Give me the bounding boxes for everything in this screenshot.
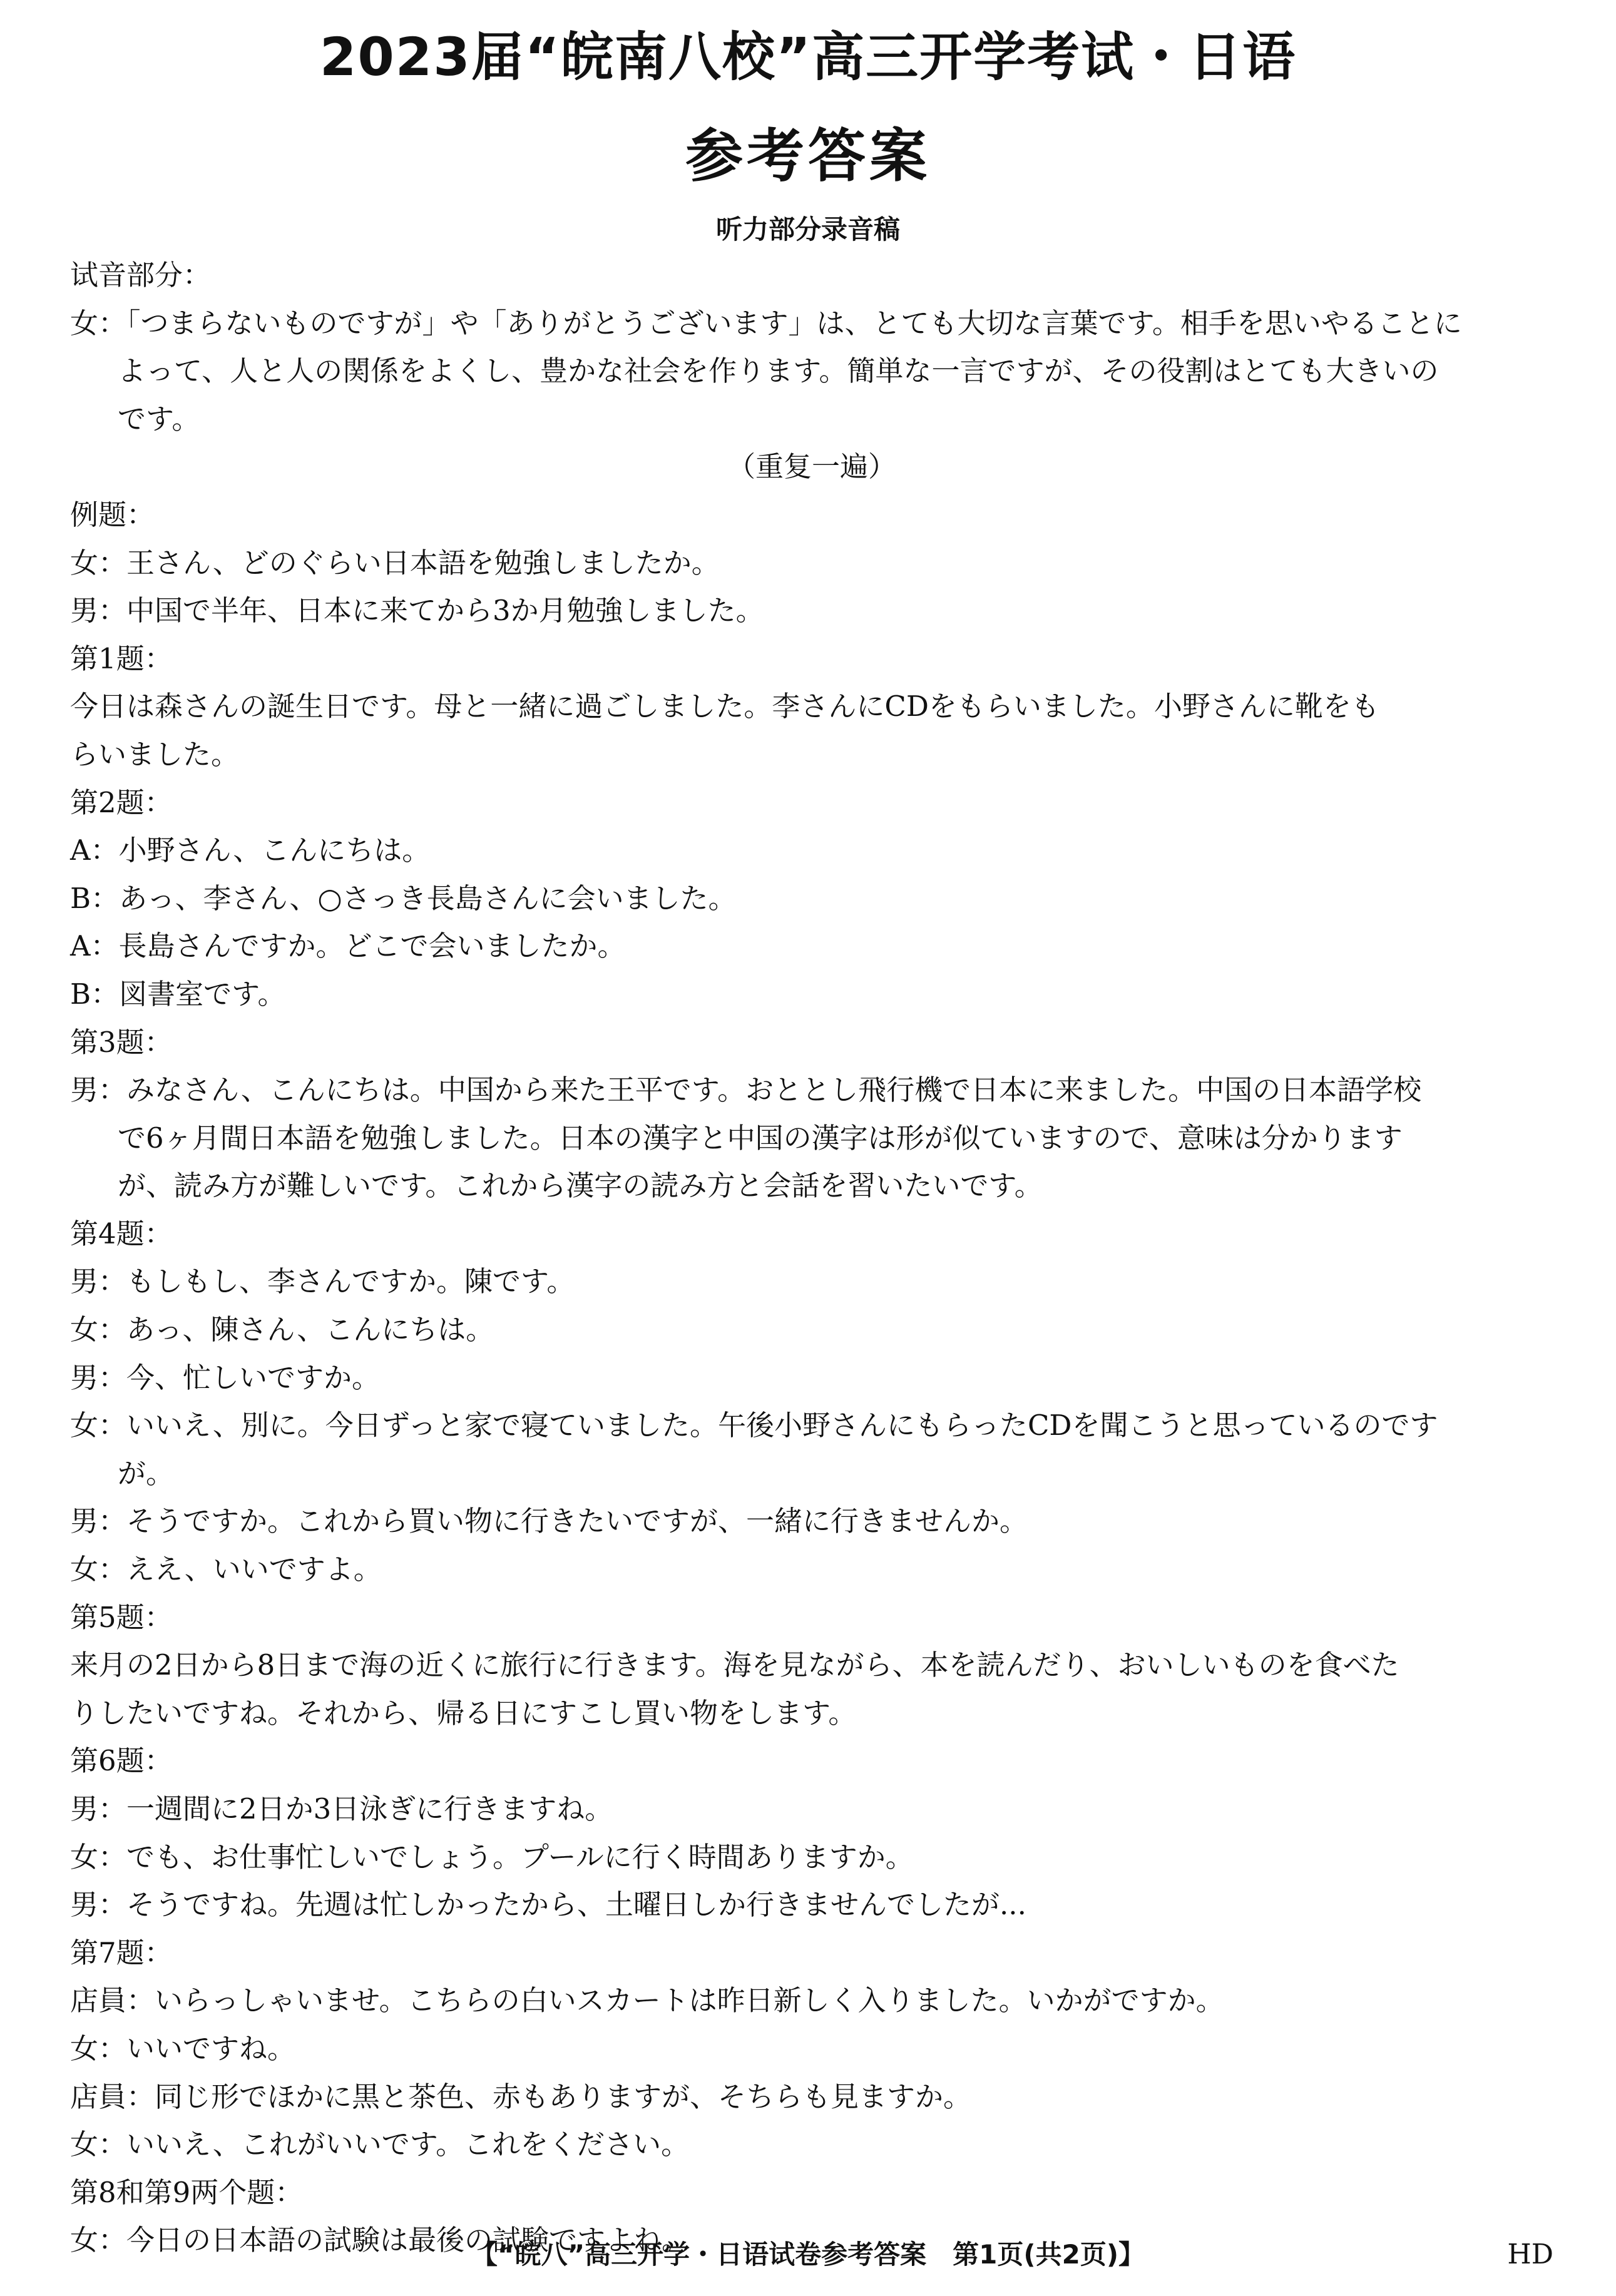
transcript-line: が。: [118, 1456, 175, 1490]
transcript-line: 女：王さん、どのぐらい日本語を勉強しましたか。: [70, 546, 720, 579]
document-code: HD: [1507, 2238, 1553, 2270]
transcript-line: 店員：同じ形でほかに黒と茶色、赤もありますが、そちらも見ますか。: [70, 2079, 972, 2113]
transcript-line: 第7题：: [70, 1936, 173, 1969]
transcript-line: です。: [118, 402, 200, 436]
page-subtitle: 参考答案: [685, 123, 931, 190]
transcript-line: A：小野さん、こんにちは。: [70, 834, 431, 867]
transcript-line: 第1题：: [70, 641, 173, 675]
transcript-line: B：あっ、李さん、○さっき長島さんに会いました。: [70, 881, 737, 915]
transcript-line: 来月の2日から8日まで海の近くに旅行に行きます。海を見ながら、本を読んだり、おいしいものを食べた: [70, 1648, 1399, 1682]
transcript-line: 女：ええ、いいですよ。: [70, 1553, 382, 1586]
transcript-line: 女：いいえ、これがいいです。これをください。: [70, 2128, 690, 2161]
transcript-line: 第4题：: [70, 1217, 173, 1250]
transcript-line: 男：今、忙しいですか。: [70, 1360, 381, 1394]
transcript-line: 女：いいえ、別に。今日ずっと家で寝ていました。午後小野さんにもらったCDを聞こうと思っているのです: [70, 1409, 1438, 1442]
transcript-line: 今日は森さんの誕生日です。母と一緒に過ごしました。李さんにCDをもらいました。小野さんに靴をも: [70, 690, 1379, 723]
transcript-line: 女：「つまらないものですが」や「ありがとうございます」は、とても大切な言葉です。相手を思いやることに: [70, 306, 1462, 340]
transcript-line: 第3题：: [70, 1025, 173, 1059]
transcript-line: 第8和第9两个题：: [70, 2175, 304, 2209]
transcript-line: 男：一週間に2日か3日泳ぎに行きますね。: [70, 1792, 613, 1825]
transcript-line: 男：そうですか。これから買い物に行きたいですが、一緒に行きませんか。: [70, 1504, 1028, 1538]
transcript-line: A：長島さんですか。どこで会いましたか。: [70, 929, 626, 963]
transcript-line: 男：もしもし、李さんですか。陳です。: [70, 1265, 575, 1299]
transcript-line: 例题：: [70, 497, 155, 531]
transcript-line: 女：いいですね。: [70, 2031, 296, 2065]
transcript-line: B：図書室です。: [70, 977, 286, 1011]
transcript-line: で6ヶ月間日本語を勉強しました。日本の漢字と中国の漢字は形が似ていますので、意味は分かります: [118, 1121, 1403, 1155]
transcript-line: 女：今日の日本語の試験は最後の試験ですよね。: [70, 2223, 690, 2257]
transcript-line: 男：中国で半年、日本に来てから3か月勉強しました。: [70, 594, 764, 628]
transcript-line: 第6题：: [70, 1744, 173, 1778]
page-title: 2023届“皖南八校”高三开学考试・日语: [319, 26, 1297, 88]
transcript-line: 男：みなさん、こんにちは。中国から来た王平です。おととし飛行機で日本に来ました。中国の日本語学校: [70, 1073, 1422, 1107]
transcript-body: [70, 252, 1553, 2265]
transcript-line: （重复一遍）: [727, 450, 896, 484]
transcript-line: 女：あっ、陳さん、こんにちは。: [70, 1313, 494, 1347]
transcript-line: りしたいですね。それから、帰る日にすこし買い物をします。: [70, 1696, 857, 1730]
transcript-line: 第5题：: [70, 1600, 173, 1634]
transcript-line: らいました。: [70, 737, 240, 771]
transcript-line: 男：そうですね。先週は忙しかったから、土曜日しか行きませんでしたが...: [70, 1888, 1026, 1922]
transcript-line: 女：でも、お仕事忙しいでしょう。プールに行く時間ありますか。: [70, 1840, 914, 1874]
transcript-line: 店員：いらっしゃいませ。こちらの白いスカートは昨日新しく入りました。いかがですか。: [70, 1984, 1224, 2018]
transcript-line: 试音部分：: [70, 258, 212, 292]
transcript-line: よって、人と人の関係をよくし、豊かな社会を作ります。簡単な一言ですが、その役割はとても大きいの: [118, 354, 1439, 388]
transcript-line: 第2题：: [70, 785, 173, 819]
page-footer: 【“皖八”高三开学・日语试卷参考答案 第1页(共2页)】: [471, 2239, 1145, 2270]
section-title: 听力部分录音稿: [715, 214, 900, 245]
transcript-line: が、読み方が難しいです。これから漢字の読み方と会話を習いたいです。: [118, 1169, 1043, 1203]
